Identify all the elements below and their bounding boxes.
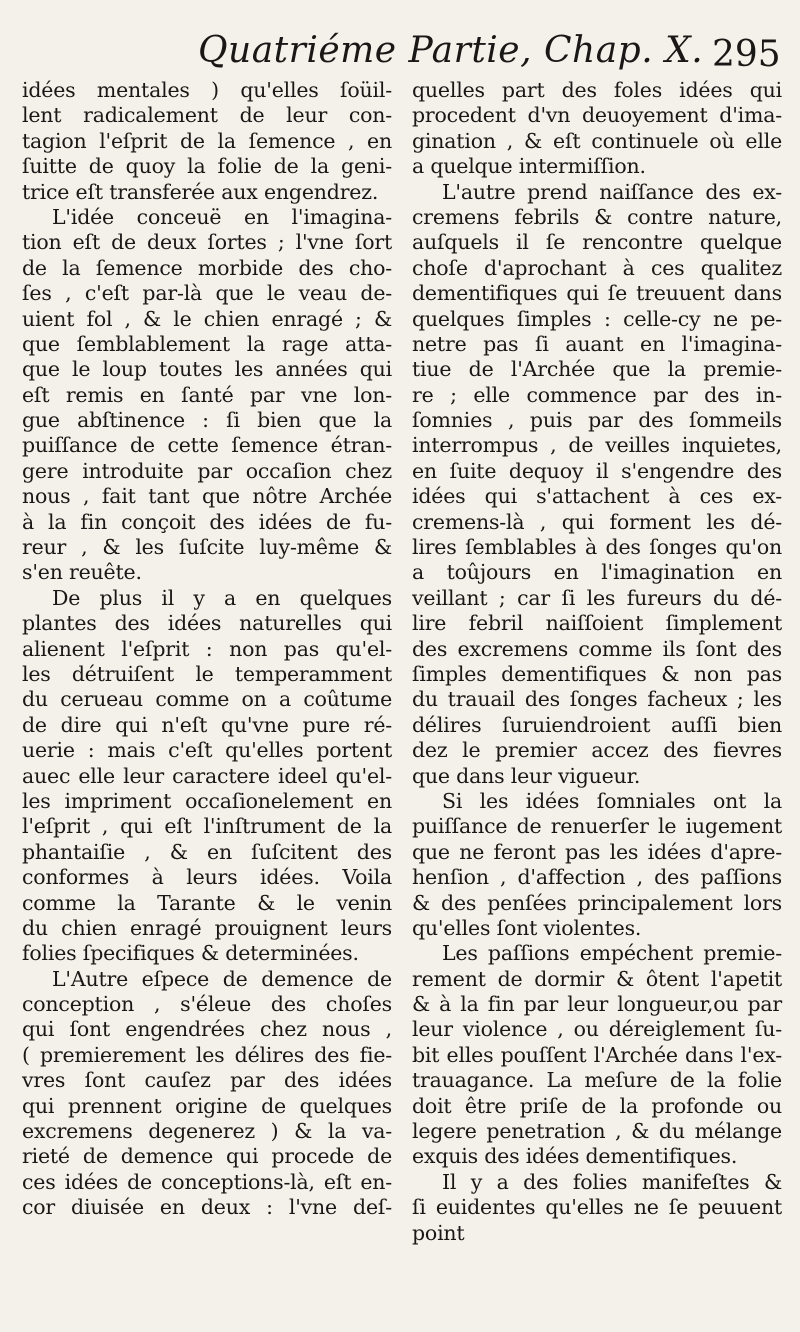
text-line: auſquels il ſe rencontre quelque [412, 230, 782, 255]
text-line: ( premierement les délires des fie- [22, 1042, 392, 1067]
text-line: ces idées de conceptions-là, eſt en- [22, 1169, 392, 1194]
text-line: qui ſont engendrées chez nous , [22, 1017, 392, 1042]
left-text-column [22, 78, 392, 1221]
text-line: tagion l'eſprit de la ſemence , en [22, 128, 392, 153]
right-text-column [412, 78, 782, 1246]
text-line: uerie : mais c'eſt qu'elles portent [22, 738, 392, 763]
text-line: re ; elle commence par des in- [412, 382, 782, 407]
text-line: des excremens comme ils ſont des [412, 636, 782, 661]
text-line: rieté de demence qui procede de [22, 1144, 392, 1169]
text-line: que le loup toutes les années qui [22, 357, 392, 382]
text-line: trice eſt transferée aux engendrez. [22, 179, 379, 204]
text-line: du chien enragé prouignent leurs [22, 915, 392, 940]
text-line: & des penſées principalement lors [412, 890, 782, 915]
text-line: interrompus , de veilles inquietes, [412, 433, 782, 458]
text-line: leur violence , ou déreiglement ſu- [412, 1017, 782, 1042]
text-line: idées qui s'attachent à ces ex- [412, 484, 782, 509]
text-line: veillant ; car ſi les fureurs du dé- [412, 585, 782, 610]
text-line: les détruiſent le temperamment [22, 661, 392, 686]
running-title: Quatriéme Partie, Chap. X. [198, 30, 704, 71]
text-line: idées mentales ) qu'elles ſoüil- [22, 78, 392, 102]
text-line: gination , & eſt continuele où elle [412, 128, 782, 153]
text-line: Si les idées ſomniales ont la [442, 788, 782, 813]
text-line: qui prennent origine de quelques [22, 1093, 392, 1118]
text-line: excremens degenerez ) & la va- [22, 1119, 392, 1144]
text-line: conception , s'éleue des choſes [22, 992, 392, 1017]
text-line: s'en reuête. [22, 560, 142, 585]
text-line: que ſemblablement la rage atta- [22, 331, 392, 356]
text-line: nous , fait tant que nôtre Archée [22, 484, 392, 509]
text-line: tiue de l'Archée que la premie- [412, 357, 782, 382]
page-header [0, 20, 800, 80]
text-line: que dans leur vigueur. [412, 763, 641, 788]
text-line: ſimples dementifiques & non pas [412, 661, 782, 686]
text-line: & à la fin par leur longueur,ou par [412, 992, 782, 1017]
text-line: Il y a des folies manifeſtes & [442, 1169, 782, 1194]
text-line: phantaiſie , & en ſuſcitent des [22, 839, 392, 864]
text-line: quelles part des foles idées qui [412, 78, 782, 102]
text-line: dez le premier accez des fievres [412, 738, 782, 763]
text-line: à la fin conçoit des idées de fu- [22, 509, 392, 534]
text-line: vres ſont cauſez par des idées [22, 1068, 392, 1093]
text-line: l'eſprit , qui eſt l'inſtrument de la [22, 814, 392, 839]
text-line: comme la Tarante & le venin [22, 890, 392, 915]
text-line: ſes , c'eſt par-là que le veau de- [22, 281, 392, 306]
text-line: lires ſemblables à des ſonges qu'on [412, 535, 782, 560]
text-line: L'Autre eſpece de demence de [52, 966, 392, 991]
text-line: procedent d'vn deuoyement d'ima- [412, 103, 782, 128]
text-line: gere introduite par occaſion chez [22, 458, 392, 483]
text-line: puiſſance de cette ſemence étran- [22, 433, 392, 458]
text-line: ſuitte de quoy la folie de la geni- [22, 154, 392, 179]
text-line: a toûjours en l'imagination en [412, 560, 782, 585]
text-line: puiſſance de renuerſer le iugement [412, 814, 782, 839]
text-line: a quelque intermiſſion. [412, 154, 646, 179]
text-line: legere penetration , & du mélange [412, 1119, 782, 1144]
text-line: qu'elles ſont violentes. [412, 915, 642, 940]
text-line: en ſuite dequoy il s'engendre des [412, 458, 782, 483]
text-line: Les paſſions empéchent premie- [442, 941, 782, 966]
text-line: reur , & les ſuſcite luy-même & [22, 535, 392, 560]
text-line: délires ſuruiendroient auſſi bien [412, 712, 782, 737]
text-line: uient fol , & le chien enragé ; & [22, 306, 392, 331]
text-line: netre pas ſi auant en l'imagina- [412, 331, 782, 356]
text-line: de la ſemence morbide des cho- [22, 255, 392, 280]
text-line: ſomnies , puis par des ſommeils [412, 408, 782, 433]
text-line: les impriment occaſionelement en [22, 788, 392, 813]
text-line: lire febril naiſſoient ſimplement [412, 611, 782, 636]
text-line: cremens febrils & contre nature, [412, 204, 782, 229]
text-line: rement de dormir & ôtent l'apetit [412, 966, 782, 991]
text-line: de dire qui n'eſt qu'vne pure ré- [22, 712, 392, 737]
text-line: doit être priſe de la profonde ou [412, 1093, 782, 1118]
text-line: eſt remis en ſanté par vne lon- [22, 382, 392, 407]
text-line: auec elle leur caractere ideel qu'el- [22, 763, 392, 788]
text-line: trauagance. La meſure de la folie [412, 1068, 782, 1093]
text-line: cremens-là , qui forment les dé- [412, 509, 782, 534]
text-line: gue abſtinence : ſi bien que la [22, 408, 392, 433]
text-line: plantes des idées naturelles qui [22, 611, 392, 636]
text-line: alienent l'eſprit : non pas qu'el- [22, 636, 392, 661]
text-line: De plus il y a en quelques [52, 585, 392, 610]
text-line: henſion , d'affection , des paſſions [412, 865, 782, 890]
catchword: point [412, 1220, 465, 1245]
text-line: que ne feront pas les idées d'apre- [412, 839, 782, 864]
text-line: exquis des idées dementifiques. [412, 1144, 738, 1169]
text-line: L'idée conceuë en l'imagina- [52, 204, 392, 229]
text-line: L'autre prend naiſſance des ex- [442, 179, 782, 204]
text-line: tion eſt de deux ſortes ; l'vne ſort [22, 230, 392, 255]
text-line: lent radicalement de leur con- [22, 103, 392, 128]
page-number: 295 [712, 34, 781, 75]
text-line: ſi euidentes qu'elles ne ſe peuuent [412, 1195, 782, 1220]
text-line: dementifiques qui ſe treuuent dans [412, 281, 782, 306]
text-line: du cerueau comme on a coûtume [22, 687, 392, 712]
text-line: choſe d'aprochant à ces qualitez [412, 255, 782, 280]
text-line: conformes à leurs idées. Voila [22, 865, 392, 890]
text-line: folies ſpecifiques & determinées. [22, 941, 359, 966]
text-line: cor diuisée en deux : l'vne deſ- [22, 1195, 392, 1220]
text-line: quelques ſimples : celle-cy ne pe- [412, 306, 782, 331]
text-line: bit elles pouſſent l'Archée dans l'ex- [412, 1042, 782, 1067]
text-line: du trauail des ſonges facheux ; les [412, 687, 782, 712]
